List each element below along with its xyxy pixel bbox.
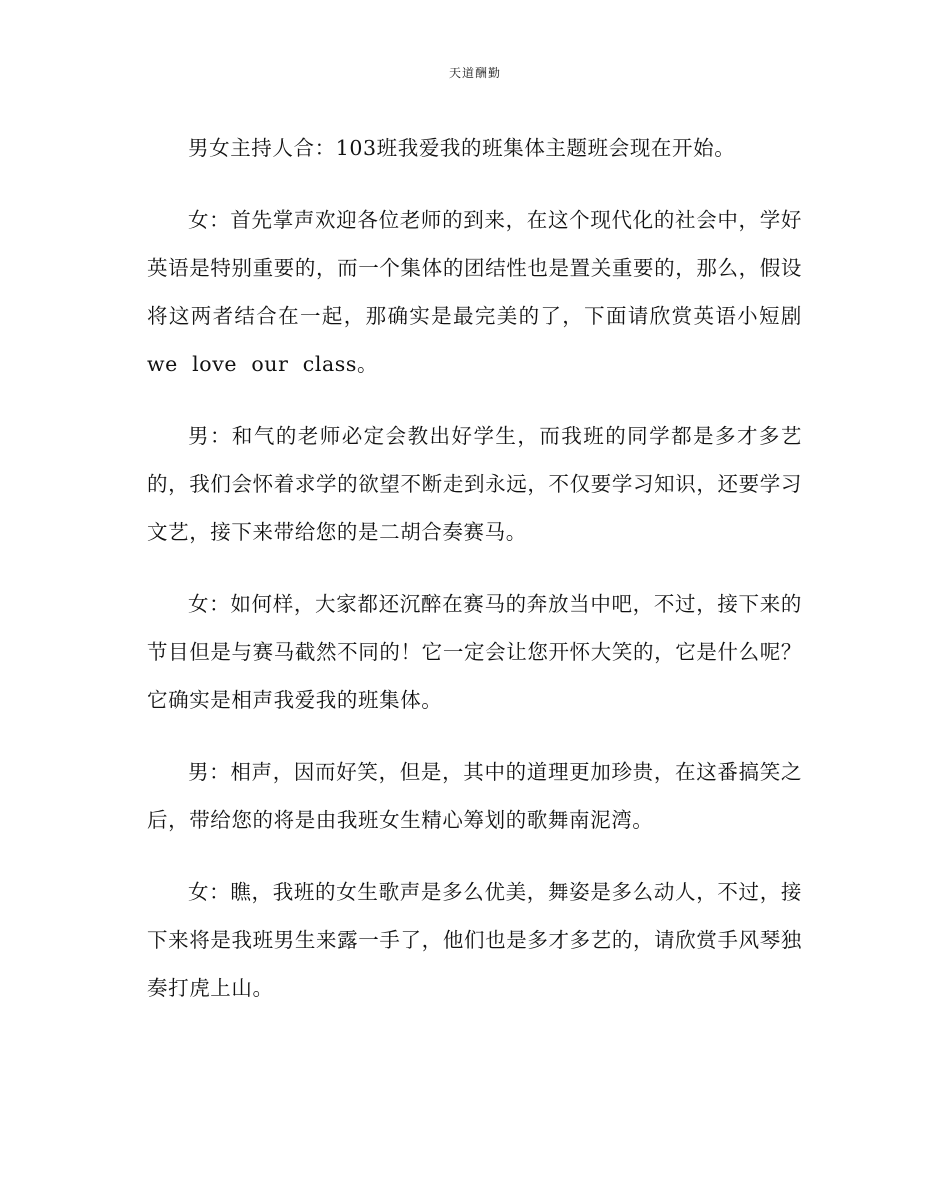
page-header: 天道酬勤	[448, 66, 501, 80]
paragraph-accordion: 女：瞧，我班的女生歌声是多么优美，舞姿是多么动人，不过，接下来将是我班男生来露一手了，他们也是多才多艺的，请欣赏手风琴独奏打虎上山。	[147, 880, 802, 1000]
paragraph-english-skit	[147, 196, 802, 388]
paragraph-crosstalk: 女：如何样，大家都还沉醉在赛马的奔放当中吧，不过，接下来的节目但是与赛马截然不同的！它一定会让您开怀大笑的，它是什么呢？它确实是相声我爱我的班集体。	[147, 592, 802, 712]
paragraph-erhu: 男：和气的老师必定会教出好学生，而我班的同学都是多才多艺的，我们会怀着求学的欲望不断走到永远，不仅要学习知识，还要学习文艺，接下来带给您的是二胡合奏赛马。	[147, 424, 802, 544]
paragraph-dance: 男：相声，因而好笑，但是，其中的道理更加珍贵，在这番搞笑之后，带给您的将是由我班女生精心筹划的歌舞南泥湾。	[147, 760, 802, 832]
document-body	[147, 124, 802, 1036]
paragraph-english-skit-text: 女：首先掌声欢迎各位老师的到来，在这个现代化的社会中，学好英语是特别重要的，而一个集体的团结性也是置关重要的，那么，假设将这两者结合在一起，那确实是最完美的了，下面请欣赏英语小短剧we love our class。	[147, 208, 802, 376]
paragraph-opening: 男女主持人合：103班我爱我的班集体主题班会现在开始。	[188, 136, 736, 160]
